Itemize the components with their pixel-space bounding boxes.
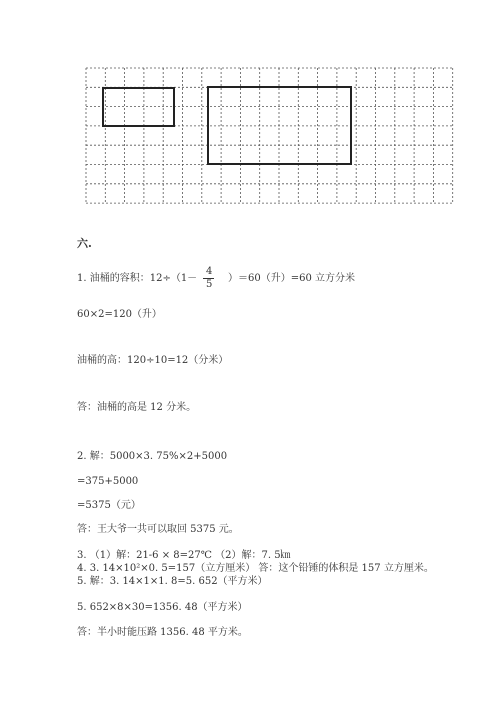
answer-3: 3. （1）解：21-6 × 8=27℃ （2）解：7. 5㎞ [77, 550, 291, 561]
answer-5-line-1: 5. 解：3. 14×1×1. 8=5. 652（平方米） [77, 576, 268, 587]
answer-1-line-1 [77, 273, 197, 285]
fraction-numerator: 4 [206, 266, 213, 277]
answer-1-conclusion: 答：油桶的高是 12 分米。 [77, 402, 197, 413]
answer-2-line-2: =375+5000 [77, 476, 139, 487]
answer-2-conclusion: 答：王大爷一共可以取回 5375 元。 [77, 524, 239, 535]
section-heading: 六. [77, 237, 92, 250]
answer-2-line-1: 2. 解：5000×3. 75%×2+5000 [77, 451, 228, 462]
answer-4: 4. 3. 14×10²×0. 5=157（立方厘米） 答：这个铅锤的体积是 157 立方厘米。 [77, 563, 434, 574]
answer-1-line-3: 油桶的高：120÷10=12（分米） [77, 355, 229, 366]
fraction-denominator: 5 [206, 279, 213, 290]
answer-1-line-1-part-a: 1. 油桶的容积：12÷（1－ [77, 273, 198, 284]
grid-figure [0, 0, 500, 210]
answer-2-line-3: =5375（元） [77, 500, 141, 511]
answer-5-line-2: 5. 652×8×30=1356. 48（平方米） [77, 602, 248, 613]
answer-1-line-1-part-b: ）＝60（升）=60 立方分米 [228, 273, 356, 284]
answer-1-line-2: 60×2=120（升） [77, 309, 162, 320]
answer-5-conclusion: 答：半小时能压路 1356. 48 平方米。 [77, 627, 248, 638]
